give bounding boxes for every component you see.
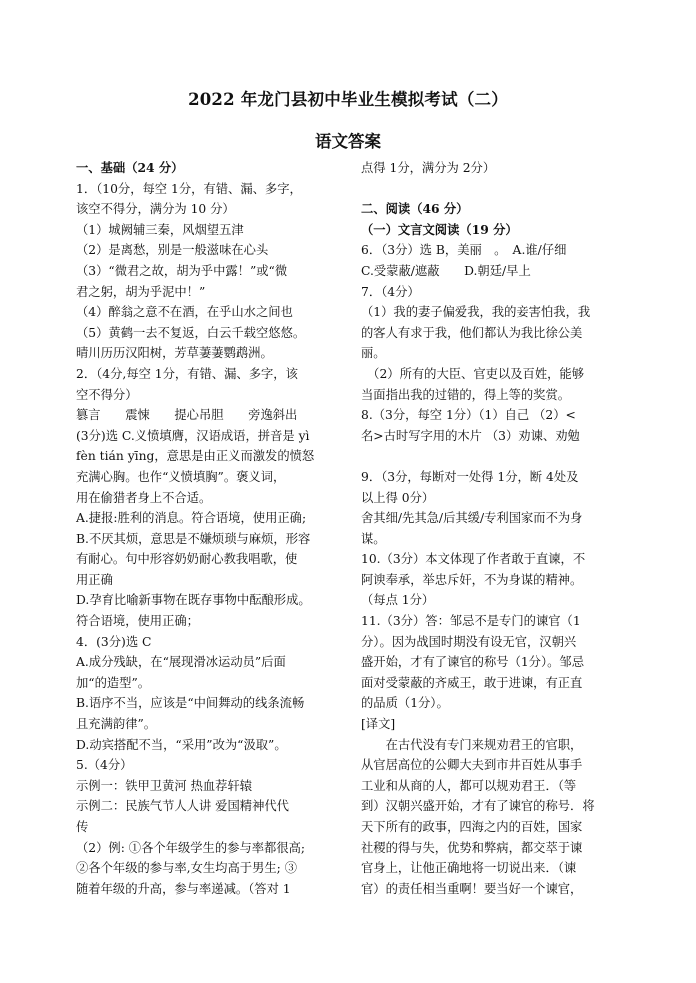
text-line: B.语序不当，应该是“中间舞动的线条流畅	[76, 696, 305, 711]
text-line: 9．（3分，每断对一处得 1分，断 4处及	[361, 469, 579, 484]
text-line: 分）。因为战国时期没有设无官，汉朝兴	[361, 634, 577, 649]
text-line: 当面指出我的过错的，得上等的奖赏。	[361, 387, 571, 402]
text-line: 11.（3分）答：邹忌不是专门的谏官（1	[361, 614, 581, 629]
text-line: 该空不得分，满分为 10 分）	[76, 202, 235, 217]
text-line: 1．（10分，每空 1分，有错、漏、多字，	[76, 181, 302, 196]
text-line: 2．（4分,每空 1分，有错、漏、多字，该	[76, 366, 298, 381]
text-line: 随着年级的升高，参与率递减。（答对 1	[76, 881, 291, 896]
text-line: 4．(3分)选 C	[76, 634, 152, 649]
text-line: 有耐心。句中形容奶奶耐心教我唱歌，使	[76, 552, 298, 567]
text-line: 示例一：铁甲卫黄河 热血荐轩辕	[76, 778, 253, 793]
text-line	[361, 446, 633, 467]
text-line: 示例二：民族气节人人讲 爱国精神代代	[76, 799, 289, 814]
text-line: 丽。	[361, 346, 386, 361]
text-line: A.捷报:胜利的消息。符合语境，使用正确;	[76, 511, 307, 526]
text-line: 盛开始，才有了谏官的称号（1分）。邹忌	[361, 655, 585, 670]
text-line: 用正确	[76, 572, 113, 587]
text-line: 工业和从商的人，都可以规劝君王．（等	[361, 778, 577, 793]
text-line: （1）我的妻子偏爱我，我的妾害怕我，我	[361, 305, 591, 320]
text-line: D.动宾搭配不当，“采用”改为“汲取”。	[76, 737, 287, 752]
text-line: （2）例: ①各个年级学生的参与率都很高;	[76, 840, 306, 855]
text-line: 的客人有求于我，他们都认为我比徐公美	[361, 325, 583, 340]
section-heading: 一、基础（24 分）	[76, 160, 184, 175]
text-line: 晴川历历汉阳树，芳草萋萋鹦鹉洲。	[76, 346, 273, 361]
text-line: 空不得分）	[76, 387, 138, 402]
section-heading: 二、阅读（46 分）	[361, 201, 469, 217]
text-line: 传	[76, 820, 89, 834]
left-column	[76, 158, 348, 899]
text-line: 且充满韵律”。	[76, 717, 157, 732]
text-line: 以上得 0分）	[361, 490, 435, 505]
text-line: 篡言 震悚 提心吊胆 旁逸斜出	[76, 408, 298, 423]
text-line: B.不厌其烦，意思是不嫌烦琐与麻烦，形容	[76, 531, 311, 546]
text-line: （5）黄鹤一去不复返，白云千载空悠悠。	[76, 325, 306, 340]
text-line: 用在偷猎者身上不合适。	[76, 490, 212, 505]
text-line: 的品质（1分）。	[361, 696, 449, 711]
text-line: 天下所有的政事，四海之内的百姓，国家	[361, 820, 583, 834]
text-line: （1）城阙辅三秦，风烟望五津	[76, 222, 244, 237]
text-line: D.孕育比喻新事物在既存事物中酝酿形成。	[76, 593, 311, 608]
text-line: 从官居高位的公卿大夫到市井百姓从事手	[361, 758, 583, 773]
text-line: A.成分残缺，在“展现滑冰运动员”后面	[76, 655, 286, 670]
text-line: （2）所有的大臣、官吏以及百姓，能够	[361, 366, 585, 381]
text-line: 官）的责任相当重啊！要当好一个谏官，	[361, 881, 583, 896]
text-line: fèn tián yīng，意思是由正义而激发的愤怒	[76, 449, 315, 464]
text-line: （4）醉翁之意不在酒，在乎山水之间也	[76, 305, 293, 320]
text-line: 谋。	[361, 531, 386, 546]
text-line: ②各个年级的参与率,女生均高于男生; ③	[76, 861, 298, 876]
right-column	[361, 158, 633, 899]
text-line: 阿谀奉承，举忠斥奸，不为身谋的精神。	[361, 572, 583, 587]
text-line: 8.（3分，每空 1分）（1）自己 （2）<	[361, 408, 576, 423]
text-line: 7．（4分）	[361, 284, 420, 299]
page-title: 2022 年龙门县初中毕业生模拟考试（二）	[188, 90, 508, 109]
text-line: （2）是离愁，别是一般滋味在心头	[76, 243, 269, 258]
text-line: （3）“微君之故，胡为乎中露！”或“微	[76, 263, 288, 278]
text-line: 名>古时写字用的木片 （3）劝谏、劝勉	[361, 428, 580, 443]
text-line: C.受蒙蔽/遮蔽 D.朝廷/早上	[361, 263, 531, 278]
text-line: 君之躬，胡为乎泥中！”	[76, 284, 206, 299]
text-line: 加“的造型”。	[76, 675, 151, 690]
text-line	[361, 179, 633, 200]
page-subtitle: 语文答案	[315, 132, 381, 151]
text-line: 在古代没有专门来规劝君王的官职，	[361, 737, 583, 752]
text-line: 点得 1分，满分为 2分）	[361, 161, 496, 175]
section-heading: （一）文言文阅读（19 分）	[361, 221, 518, 237]
text-line: 官身上，让他正确地将一切说出来．（谏	[361, 861, 577, 876]
text-line: 社稷的得与失，优势和弊病，都交萃于谏	[361, 840, 583, 855]
text-line: [译文]	[361, 717, 396, 732]
text-line: 6．（3分）选 B，美丽 。 A.谁/仔细	[361, 243, 567, 258]
text-line: 5.（4分）	[76, 758, 133, 773]
text-line: 到）汉朝兴盛开始，才有了谏官的称号．将	[361, 799, 595, 814]
text-line: 面对受蒙蔽的齐威王，敢于进谏，有正直	[361, 675, 583, 690]
text-line: 充满心胸。也作“义愤填胸”。褒义词，	[76, 469, 286, 484]
text-line: 10.（3分）本文体现了作者敢于直谏，不	[361, 552, 586, 567]
text-line: （每点 1分）	[361, 593, 435, 608]
text-line: 符合语境，使用正确；	[76, 614, 199, 629]
text-line: 舍其细/先其急/后其缓/专利国家而不为身	[361, 511, 583, 526]
text-line: (3分)选 C.义愤填膺，汉语成语，拼音是 yì	[76, 428, 310, 443]
